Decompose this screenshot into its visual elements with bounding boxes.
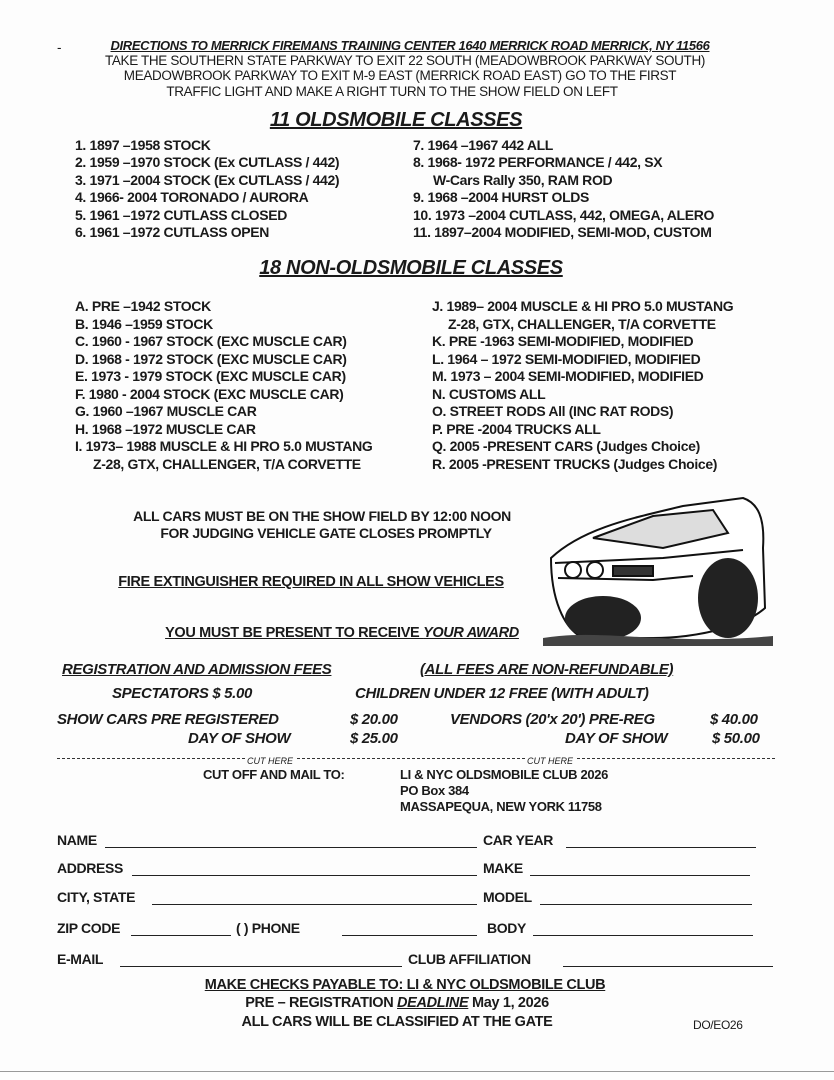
class-list-item: 3. 1971 –2004 STOCK (Ex CUTLASS / 442) xyxy=(75,171,340,188)
olds-classes-title: 11 OLDSMOBILE CLASSES xyxy=(269,109,523,131)
make-label: MAKE xyxy=(483,860,523,876)
class-list-item: 10. 1973 –2004 CUTLASS, 442, OMEGA, ALERO xyxy=(413,206,715,223)
deadline-date: May 1, 2026 xyxy=(468,995,549,1011)
page-edge xyxy=(0,1071,834,1072)
class-list-item: D. 1968 - 1972 STOCK (EXC MUSCLE CAR) xyxy=(75,350,347,367)
stray-dash: - xyxy=(57,40,62,55)
class-list-item: Q. 2005 -PRESENT CARS (Judges Choice) xyxy=(432,438,700,454)
zip-code-field[interactable] xyxy=(131,935,231,936)
class-list-item: J. 1989– 2004 MUSCLE & HI PRO 5.0 MUSTANG xyxy=(432,298,734,314)
class-list-item: E. 1973 - 1979 STOCK (EXC MUSCLE CAR) xyxy=(75,368,346,384)
vendor-day-price: $ 50.00 xyxy=(712,730,760,747)
class-list-item: L. 1964 – 1972 SEMI-MODIFIED, MODIFIED xyxy=(432,350,701,367)
muscle-car-illustration xyxy=(543,488,773,646)
present-text: YOU MUST BE PRESENT TO RECEIVE xyxy=(165,625,424,641)
club-affiliation-label: CLUB AFFILIATION xyxy=(408,951,531,967)
name-label: NAME xyxy=(57,832,97,848)
prereg-text: PRE – REGISTRATION xyxy=(245,995,398,1011)
city-state-label: CITY, STATE xyxy=(57,889,136,905)
judging-notice: ALL CARS MUST BE ON THE SHOW FIELD BY 12:00 NOON xyxy=(133,508,511,524)
address-label: ADDRESS xyxy=(57,860,124,876)
show-car-day-price: $ 25.00 xyxy=(350,730,398,747)
class-list-item: B. 1946 –1959 STOCK xyxy=(75,315,213,332)
body-field[interactable] xyxy=(533,935,753,936)
model-label: MODEL xyxy=(483,889,532,905)
directions-line: MEADOWBROOK PARKWAY TO EXIT M-9 EAST (MERRICK ROAD EAST) GO TO THE FIRST xyxy=(123,68,677,83)
class-list-item: 6. 1961 –1972 CUTLASS OPEN xyxy=(75,224,269,240)
class-list-item: N. CUSTOMS ALL xyxy=(432,385,546,402)
car-year-label: CAR YEAR xyxy=(483,832,554,848)
phone-label: ( ) PHONE xyxy=(236,920,300,936)
directions-line: TRAFFIC LIGHT AND MAKE A RIGHT TURN TO THE SHOW FIELD ON LEFT xyxy=(166,84,618,99)
present-notice xyxy=(165,625,519,641)
children-fee: CHILDREN UNDER 12 FREE (WITH ADULT) xyxy=(355,685,649,702)
class-list-item: G. 1960 –1967 MUSCLE CAR xyxy=(75,403,257,419)
show-car-day-label: DAY OF SHOW xyxy=(188,730,291,747)
document-code: DO/EO26 xyxy=(693,1018,743,1032)
class-list-item: Z-28, GTX, CHALLENGER, T/A CORVETTE xyxy=(93,455,361,472)
class-list-item: O. STREET RODS All (INC RAT RODS) xyxy=(432,403,674,419)
address-field[interactable] xyxy=(132,875,477,876)
zip-code-label: ZIP CODE xyxy=(57,920,121,936)
mail-address-line: LI & NYC OLDSMOBILE CLUB 2026 xyxy=(400,767,608,782)
vendor-pre-label: VENDORS (20'x 20') PRE-REG xyxy=(450,711,655,728)
classified-notice: ALL CARS WILL BE CLASSIFIED AT THE GATE xyxy=(241,1014,553,1030)
fees-heading: REGISTRATION AND ADMISSION FEES xyxy=(62,661,332,678)
email-label: E-MAIL xyxy=(57,951,104,967)
car-year-field[interactable] xyxy=(566,847,756,848)
preregistration-deadline xyxy=(245,995,549,1011)
show-car-pre-label: SHOW CARS PRE REGISTERED xyxy=(57,711,279,728)
fees-nonrefundable: (ALL FEES ARE NON-REFUNDABLE) xyxy=(420,661,674,678)
class-list-item: 1. 1897 –1958 STOCK xyxy=(75,137,211,153)
directions-line: TAKE THE SOUTHERN STATE PARKWAY TO EXIT 22 SOUTH (MEADOWBROOK PARKWAY SOUTH) xyxy=(105,53,705,68)
vendor-day-label: DAY OF SHOW xyxy=(565,730,668,747)
class-list-item: M. 1973 – 2004 SEMI-MODIFIED, MODIFIED xyxy=(432,368,704,384)
class-list-item: R. 2005 -PRESENT TRUCKS (Judges Choice) xyxy=(432,455,718,472)
mail-address-line: MASSAPEQUA, NEW YORK 11758 xyxy=(400,799,602,814)
judging-notice: FOR JUDGING VEHICLE GATE CLOSES PROMPTLY xyxy=(160,525,492,541)
cut-line xyxy=(57,758,775,759)
class-list-item: 2. 1959 –1970 STOCK (Ex CUTLASS / 442) xyxy=(75,154,340,171)
show-car-pre-price: $ 20.00 xyxy=(350,711,398,728)
non-olds-classes-title: 18 NON-OLDSMOBILE CLASSES xyxy=(259,257,563,279)
present-award-text: YOUR AWARD xyxy=(423,625,519,641)
class-list-item: 5. 1961 –1972 CUTLASS CLOSED xyxy=(75,206,287,223)
fire-extinguisher-notice: FIRE EXTINGUISHER REQUIRED IN ALL SHOW VEHICLES xyxy=(118,574,504,590)
spectators-fee: SPECTATORS $ 5.00 xyxy=(112,685,252,702)
class-list-item: A. PRE –1942 STOCK xyxy=(75,298,211,314)
city-state-field[interactable] xyxy=(152,904,477,905)
email-field[interactable] xyxy=(120,966,402,967)
class-list-item: C. 1960 - 1967 STOCK (EXC MUSCLE CAR) xyxy=(75,333,347,349)
class-list-item: 8. 1968- 1972 PERFORMANCE / 442, SX xyxy=(413,154,663,171)
class-list-item: F. 1980 - 2004 STOCK (EXC MUSCLE CAR) xyxy=(75,385,344,402)
mail-to-label: CUT OFF AND MAIL TO: xyxy=(203,767,345,782)
cut-here-label: CUT HERE xyxy=(525,753,575,769)
directions-heading: DIRECTIONS TO MERRICK FIREMANS TRAINING CENTER 1640 MERRICK ROAD MERRICK, NY 11566 xyxy=(110,38,710,53)
cut-here-label: CUT HERE xyxy=(245,753,295,769)
mail-address-line: PO Box 384 xyxy=(400,783,469,798)
checks-payable: MAKE CHECKS PAYABLE TO: LI & NYC OLDSMOBILE CLUB xyxy=(204,977,606,993)
front-wheel xyxy=(565,596,641,640)
phone-field[interactable] xyxy=(342,935,477,936)
class-list-item: 9. 1968 –2004 HURST OLDS xyxy=(413,189,590,206)
make-field[interactable] xyxy=(530,875,750,876)
club-affiliation-field[interactable] xyxy=(563,966,773,967)
body-label: BODY xyxy=(487,920,527,936)
model-field[interactable] xyxy=(540,904,752,905)
class-list-item: P. PRE -2004 TRUCKS ALL xyxy=(432,420,601,437)
deadline-text: DEADLINE xyxy=(397,995,469,1011)
rear-wheel xyxy=(698,558,758,638)
class-list-item: 4. 1966- 2004 TORONADO / AURORA xyxy=(75,189,309,206)
name-field[interactable] xyxy=(105,847,477,848)
class-list-item: Z-28, GTX, CHALLENGER, T/A CORVETTE xyxy=(448,315,716,332)
class-list-item: 11. 1897–2004 MODIFIED, SEMI-MOD, CUSTOM xyxy=(413,224,712,240)
class-list-item: H. 1968 –1972 MUSCLE CAR xyxy=(75,420,256,437)
class-list-item: K. PRE -1963 SEMI-MODIFIED, MODIFIED xyxy=(432,333,694,349)
class-list-item: I. 1973– 1988 MUSCLE & HI PRO 5.0 MUSTANG xyxy=(75,438,373,454)
class-list-item: 7. 1964 –1967 442 ALL xyxy=(413,137,554,153)
class-list-item: W-Cars Rally 350, RAM ROD xyxy=(433,171,613,188)
vendor-pre-price: $ 40.00 xyxy=(710,711,758,728)
